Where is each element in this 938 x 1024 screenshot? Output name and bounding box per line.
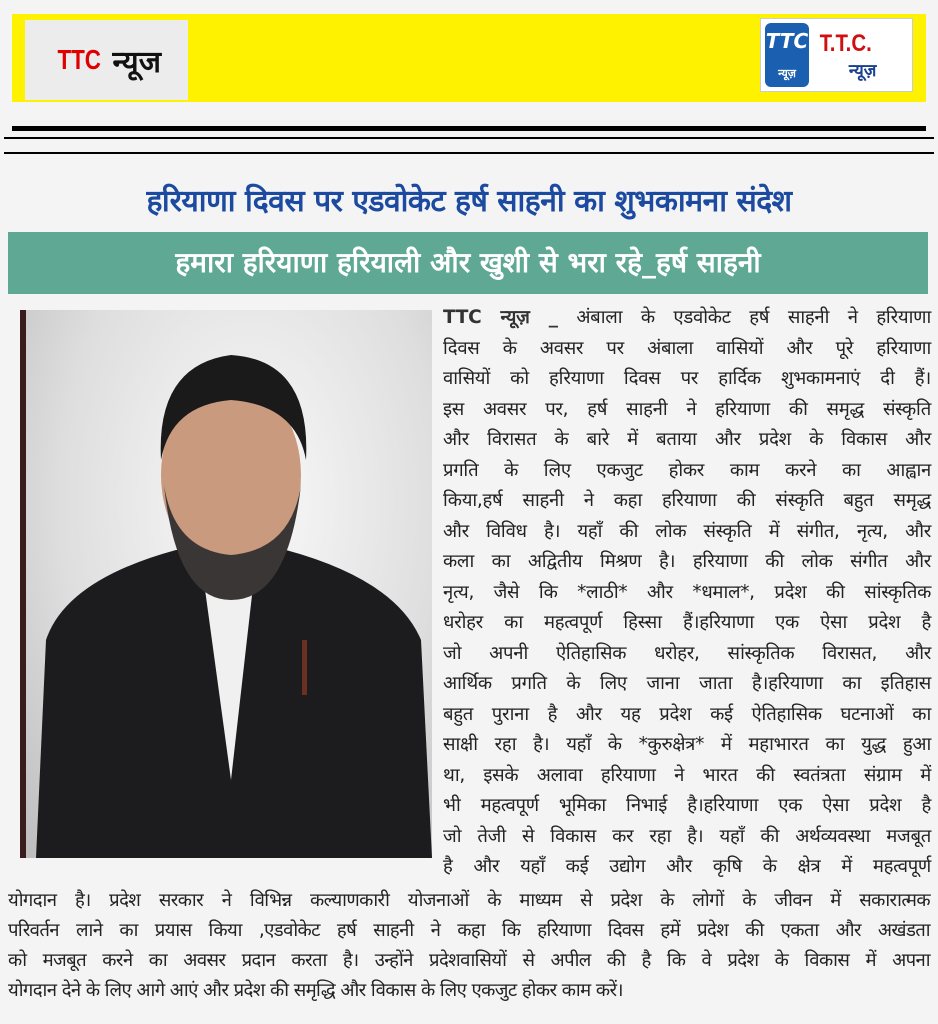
logo-sub: न्यूज़ [848,60,877,81]
article-line [443,852,931,883]
ttc-news-logo-left [25,20,188,100]
article-line-text: वासियों को हरियाणा दिवस पर हार्दिक शुभकामनाएं दी हैं। [443,368,931,389]
article-column [443,303,931,883]
article-line [443,395,931,426]
headline: हरियाणा दिवस पर एडवोकेट हर्ष साहनी का शुभकामना संदेश [146,184,792,219]
article-line-text: प्रगति के लिए एकजुट होकर काम करने का आह्वान [443,459,931,481]
article-line-text: अंबाला के एडवोकेट हर्ष साहनी ने हरियाणा [576,307,931,328]
person-silhouette [26,310,432,858]
article-bottom [8,886,930,1006]
article-line: योगदान देने के लिए आगे आएं और प्रदेश की समृद्धि और विकास के लिए एकजुट होकर काम करें। [8,980,623,1001]
article-line-text: भी महत्वपूर्ण भूमिका निभाई है।हरियाणा एक ऐसा प्रदेश है [443,795,931,816]
article-line-text: और विविध है। यहाँ की लोक संस्कृति में संगीत, नृत्य, और [443,520,931,542]
article-line [443,456,931,487]
portrait-photo [20,310,432,858]
logo-news-text: न्यूज [112,44,161,80]
article-line [443,639,931,670]
article-line-text: जो तेजी से विकास कर रहा है। यहाँ की अर्थव्यवस्था मजबूत [443,825,931,847]
article-line-text: दिवस के अवसर पर अंबाला वासियों और पूरे हरियाणा [443,337,931,359]
article-line [443,730,931,761]
article-line [443,608,931,639]
article-line [443,700,931,731]
ttc-icon [765,23,809,87]
ttc-icon-sub: न्यूज़ [778,66,796,80]
article-line [443,822,931,853]
article-line [443,669,931,700]
article-line-text: धरोहर का महत्वपूर्ण हिस्सा हैं।हरियाणा एक ऐसा प्रदेश है [443,612,931,633]
article-line-text: इस अवसर पर, हर्ष साहनी ने हरियाणा की समृद्ध संस्कृति [443,398,931,420]
article-line [443,761,931,792]
logo-ttc-text: TTC [57,44,102,75]
article-line: परिवर्तन लाने का प्रयास किया ,एडवोकेट हर्ष साहनी ने कहा कि हरियाणा दिवस हमें प्रदेश की एकता और अखंडता [8,920,930,941]
logo-title: T.T.C. [819,29,872,57]
article-line [443,334,931,365]
article-line-text: जो अपनी ऐतिहासिक धरोहर, सांस्कृतिक विरासत, और [443,642,931,664]
article-line-text: आर्थिक प्रगति के लिए जाना जाता है।हरियाणा का इतिहास [443,673,931,694]
article-line [443,486,931,517]
divider-thick [12,126,926,131]
article-line [443,578,931,609]
article-line [443,425,931,456]
article-line [443,303,931,334]
article-line-text: बहुत पुराना है और यह प्रदेश कई ऐतिहासिक घटनाओं का [443,703,931,725]
article-line-text: साक्षी रहा है। यहाँ के *कुरुक्षेत्र* में महाभारत का युद्ध हुआ [443,734,931,755]
article-line: योगदान है। प्रदेश सरकार ने विभिन्न कल्याणकारी योजनाओं के माध्यम से प्रदेश के लोगों के जीवन में सकारात्मक [8,890,930,911]
article-line-text: और विरासत के बारे में बताया और प्रदेश के विकास और [443,429,931,450]
divider [4,137,934,139]
article-line [443,791,931,822]
article-line [443,364,931,395]
article-line [443,547,931,578]
article-line-text: है और यहाँ कई उद्योग और कृषि के क्षेत्र में महत्वपूर्ण [443,856,931,877]
article-line-text: नृत्य, जैसे कि *लाठी* और *धमाल*, प्रदेश की सांस्कृतिक [443,581,931,603]
article-lead: TTC न्यूज़ _ [443,307,558,328]
article-line-text: था, इसके अलावा हरियाणा ने भारत की स्वतंत्रता संग्राम में [443,764,931,786]
article-line-text: कला का अद्वितीय मिश्रण है। हरियाणा की लोक संगीत और [443,551,931,572]
article-line-text: किया,हर्ष साहनी ने कहा हरियाणा की संस्कृति बहुत समृद्ध [443,490,931,511]
ttc-news-logo-right [760,18,913,92]
ttc-icon-text: TTC [765,29,809,54]
article-line [443,517,931,548]
divider [4,152,934,154]
article-line: को मजबूत करने का अवसर प्रदान करता है। उन्होंने प्रदेशवासियों से अपील की है कि वे प्रदेश के विकास में अपना [8,950,930,971]
subheadline: हमारा हरियाणा हरियाली और खुशी से भरा रहे_हर्ष साहनी [8,232,928,294]
